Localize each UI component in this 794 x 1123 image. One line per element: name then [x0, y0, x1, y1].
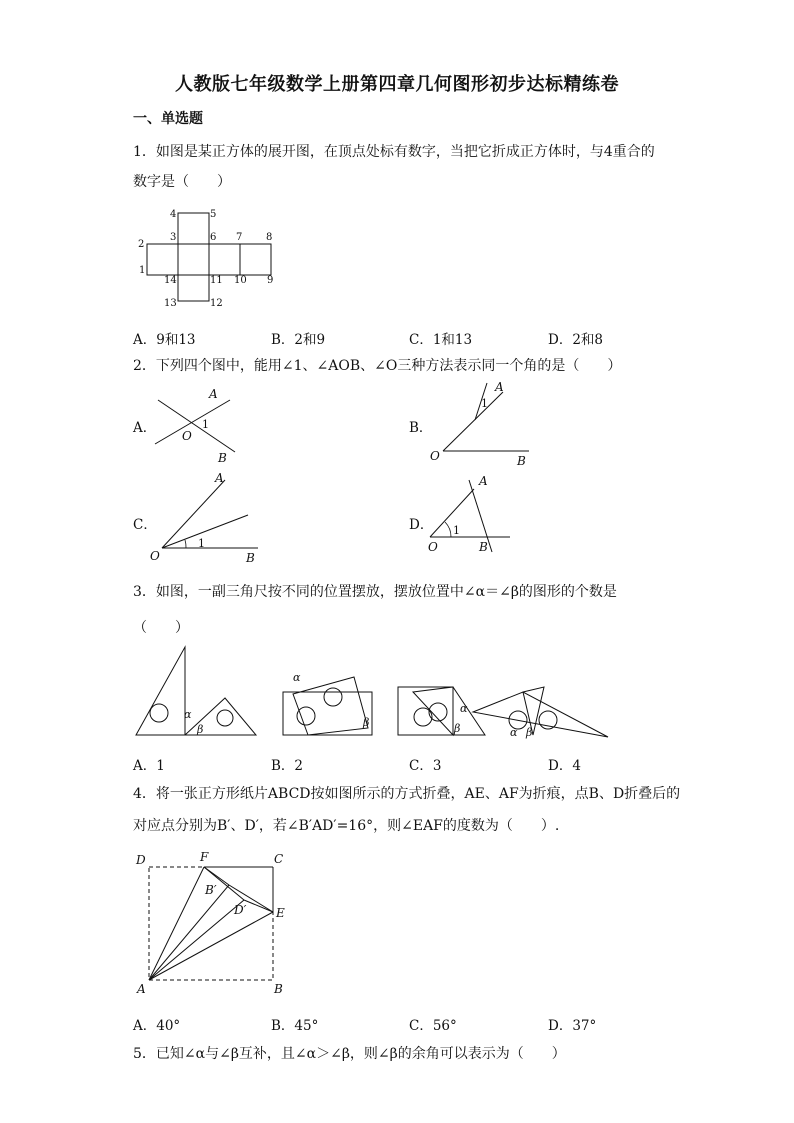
- q1-label-10: 10: [234, 275, 247, 286]
- q3-fig4-alpha: α: [510, 726, 518, 739]
- q3-stem-line2: （ ）: [133, 620, 189, 636]
- q2a-label-1: 1: [202, 418, 209, 431]
- q3-fig1-alpha: α: [184, 708, 192, 721]
- q2-option-c: C．: [133, 517, 157, 533]
- q2a-label-b: B: [218, 451, 227, 465]
- q3-figures: [128, 642, 618, 742]
- q2c-label-o: O: [150, 549, 160, 563]
- q2b-label-b: B: [517, 454, 526, 468]
- q2-figure-a: [150, 382, 250, 467]
- q2b-label-a: A: [495, 380, 504, 394]
- q2-figure-c: [148, 470, 268, 565]
- q1-cube-net-figure: [130, 205, 290, 310]
- q3-option-b: B．2: [271, 758, 304, 774]
- q1-label-14: 14: [164, 275, 177, 286]
- q1-option-b: B．2和9: [271, 332, 326, 348]
- q2-option-b: B．: [409, 420, 433, 436]
- q3-fig2-alpha: α: [293, 671, 301, 684]
- q5-stem: 5．已知∠α与∠β互补，且∠α＞∠β，则∠β的余角可以表示为（ ）: [133, 1046, 566, 1062]
- q2c-label-b: B: [246, 551, 255, 565]
- q4-label-b-prime: B′: [205, 883, 217, 897]
- q4-option-c: C．56°: [409, 1018, 457, 1034]
- q4-label-d: D: [136, 853, 146, 867]
- q4-folding-figure: [132, 848, 297, 998]
- q2a-label-o: O: [182, 429, 192, 443]
- q4-option-a: A．40°: [133, 1018, 181, 1034]
- q3-fig1-beta: β: [197, 723, 204, 736]
- q4-option-d: D．37°: [548, 1018, 597, 1034]
- q1-label-8: 8: [266, 232, 273, 243]
- q1-stem-line1: 1．如图是某正方体的展开图，在顶点处标有数字，当把它折成正方体时，与4重合的: [133, 144, 655, 160]
- q2a-label-a: A: [209, 387, 218, 401]
- q4-label-a: A: [137, 982, 146, 996]
- q2-figure-d: [425, 472, 525, 557]
- q1-label-9: 9: [267, 275, 274, 286]
- q2b-label-1: 1: [481, 397, 488, 410]
- q4-label-d-prime: D′: [234, 903, 247, 917]
- q4-stem-line2: 对应点分别为B′、D′，若∠B′AD′=16°，则∠EAF的度数为（ ）.: [133, 818, 560, 834]
- q1-stem-line2: 数字是（ ）: [133, 174, 231, 190]
- q3-fig2-beta: β: [363, 716, 370, 729]
- q3-option-a: A．1: [133, 758, 165, 774]
- q2d-label-o: O: [428, 540, 438, 554]
- q4-stem-line1: 4．将一张正方形纸片ABCD按如图所示的方式折叠，AE、AF为折痕，点B、D折叠后的: [133, 786, 681, 802]
- q3-stem-line1: 3．如图，一副三角尺按不同的位置摆放，摆放位置中∠α＝∠β的图形的个数是: [133, 584, 617, 600]
- q3-fig3-alpha: α: [460, 702, 468, 715]
- q1-label-1: 1: [139, 265, 146, 276]
- q2d-label-1: 1: [453, 524, 460, 537]
- q2-figure-b: [425, 378, 540, 468]
- q3-fig4-beta: β: [526, 726, 533, 739]
- q4-label-b: B: [274, 982, 283, 996]
- q4-label-c: C: [274, 852, 284, 866]
- q1-label-6: 6: [210, 232, 217, 243]
- q2b-label-o: O: [430, 449, 440, 463]
- q1-label-7: 7: [236, 232, 243, 243]
- q4-label-f: F: [200, 850, 209, 864]
- q2c-label-1: 1: [198, 537, 205, 550]
- section-heading: 一、单选题: [133, 111, 203, 127]
- q2-stem: 2．下列四个图中，能用∠1、∠AOB、∠O三种方法表示同一个角的是（ ）: [133, 358, 622, 374]
- q2d-label-b: B: [479, 540, 488, 554]
- q2d-label-a: A: [479, 474, 488, 488]
- q1-option-c: C．1和13: [409, 332, 473, 348]
- q1-label-5: 5: [210, 209, 217, 220]
- q3-fig3-beta: β: [454, 722, 461, 735]
- q2c-label-a: A: [215, 471, 224, 485]
- q1-label-3: 3: [170, 232, 177, 243]
- q3-option-d: D．4: [548, 758, 581, 774]
- q2-option-d: D．: [409, 517, 434, 533]
- q4-label-e: E: [276, 906, 285, 920]
- q4-option-b: B．45°: [271, 1018, 319, 1034]
- q3-option-c: C．3: [409, 758, 442, 774]
- q1-label-11: 11: [210, 275, 223, 286]
- page-title: 人教版七年级数学上册第四章几何图形初步达标精练卷: [175, 74, 619, 95]
- q1-label-12: 12: [210, 298, 223, 309]
- q2-option-a: A．: [133, 420, 157, 436]
- q1-label-2: 2: [138, 239, 145, 250]
- q1-label-13: 13: [164, 298, 177, 309]
- q1-option-d: D．2和8: [548, 332, 604, 348]
- q1-label-4: 4: [170, 209, 177, 220]
- q1-option-a: A．9和13: [133, 332, 196, 348]
